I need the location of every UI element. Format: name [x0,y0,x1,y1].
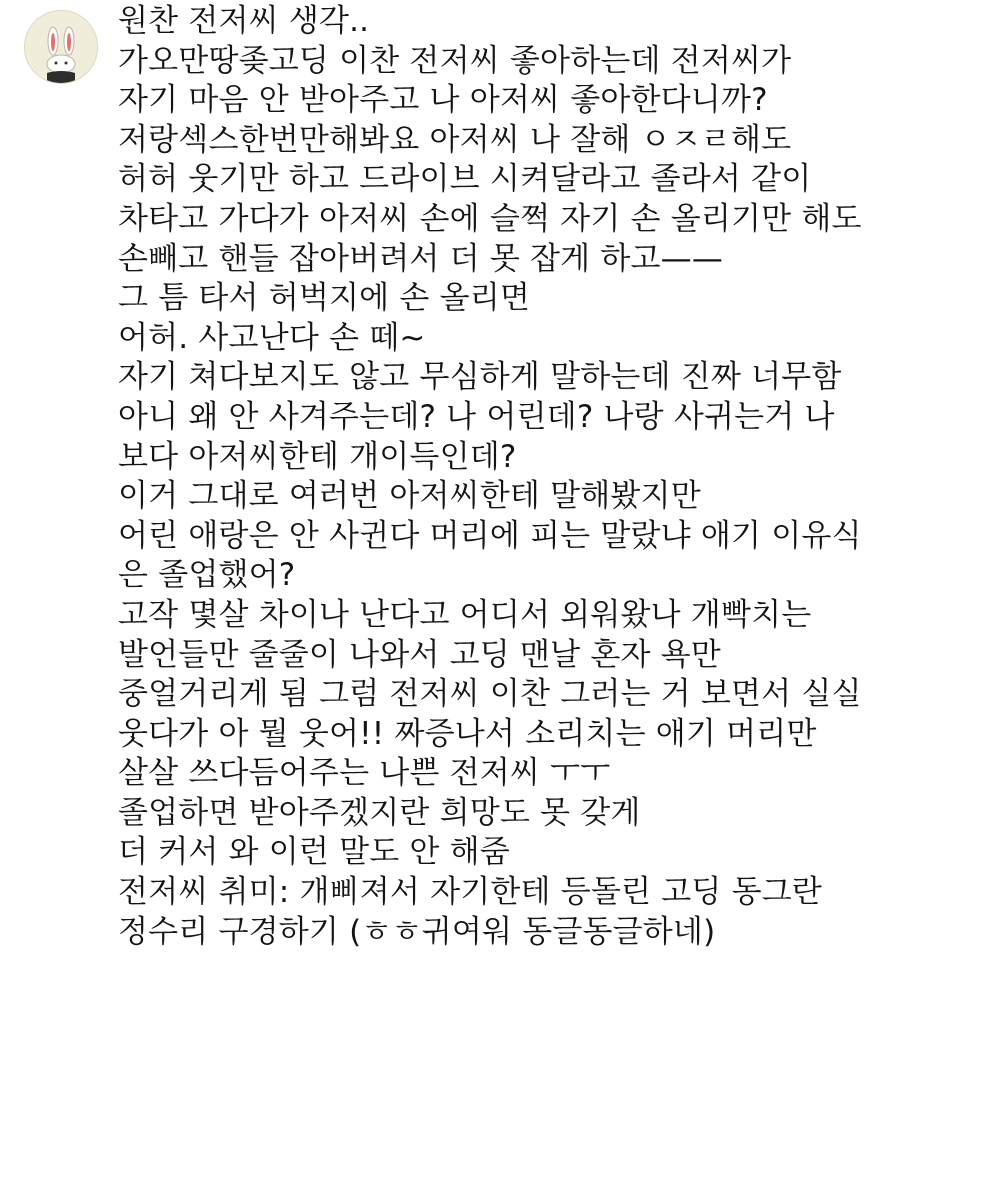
post-line: 어린 애랑은 안 사귄다 머리에 피는 말랐냐 애기 이유식 [118,517,862,554]
post-line: 자기 마음 안 받아주고 나 아저씨 좋아한다니까? [118,82,768,119]
post-line: 중얼거리게 됨 그럼 전저씨 이찬 그러는 거 보면서 실실 [118,676,862,713]
post-title: 원찬 전저씨 생각.. [118,3,370,39]
post-line: 자기 쳐다보지도 않고 무심하게 말하는데 진짜 너무함 [118,359,842,396]
post-line: 가오만땅좆고딩 이찬 전저씨 좋아하는데 전저씨가 [118,42,792,79]
rabbit-avatar-graphic [25,11,97,83]
post-line: 어허. 사고난다 손 떼~ [118,319,426,356]
post-line: 은 졸업했어? [118,557,296,594]
post-line: 허허 웃기만 하고 드라이브 시켜달라고 졸라서 같이 [118,161,812,198]
post-line: 전저씨 취미: 개삐져서 자기한테 등돌린 고딩 동그란 [118,874,823,911]
post-line: 졸업하면 받아주겠지란 희망도 못 갖게 [118,794,641,831]
post-line: 더 커서 와 이런 말도 안 해줌 [118,834,510,871]
post-line: 그 틈 타서 허벅지에 손 올리면 [118,280,531,317]
post-line: 이거 그대로 여러번 아저씨한테 말해봤지만 [118,478,701,515]
post-line: 고작 몇살 차이나 난다고 어디서 외워왔나 개빡치는 [118,596,812,633]
rabbit-avatar-icon[interactable] [24,10,98,84]
post-line: 차타고 가다가 아저씨 손에 슬쩍 자기 손 올리기만 해도 [118,200,862,237]
post-line: 저랑섹스한번만해봐요 아저씨 나 잘해 ㅇㅈㄹ해도 [118,121,792,158]
post-line: 아니 왜 안 사겨주는데? 나 어린데? 나랑 사귀는거 나 [118,398,835,435]
post-line: 살살 쓰다듬어주는 나쁜 전저씨 ㅜㅜ [118,755,611,792]
post-body [118,2,988,952]
post-line: 정수리 구경하기 (ㅎㅎ귀여워 동글동글하네) [118,913,716,950]
post-line: 발언들만 줄줄이 나와서 고딩 맨날 혼자 욕만 [118,636,721,673]
post-line: 손빼고 핸들 잡아버려서 더 못 잡게 하고—— [118,240,724,277]
post-line: 웃다가 아 뭘 웃어!! 짜증나서 소리치는 애기 머리만 [118,715,817,752]
post-line: 보다 아저씨한테 개이득인데? [118,438,517,475]
